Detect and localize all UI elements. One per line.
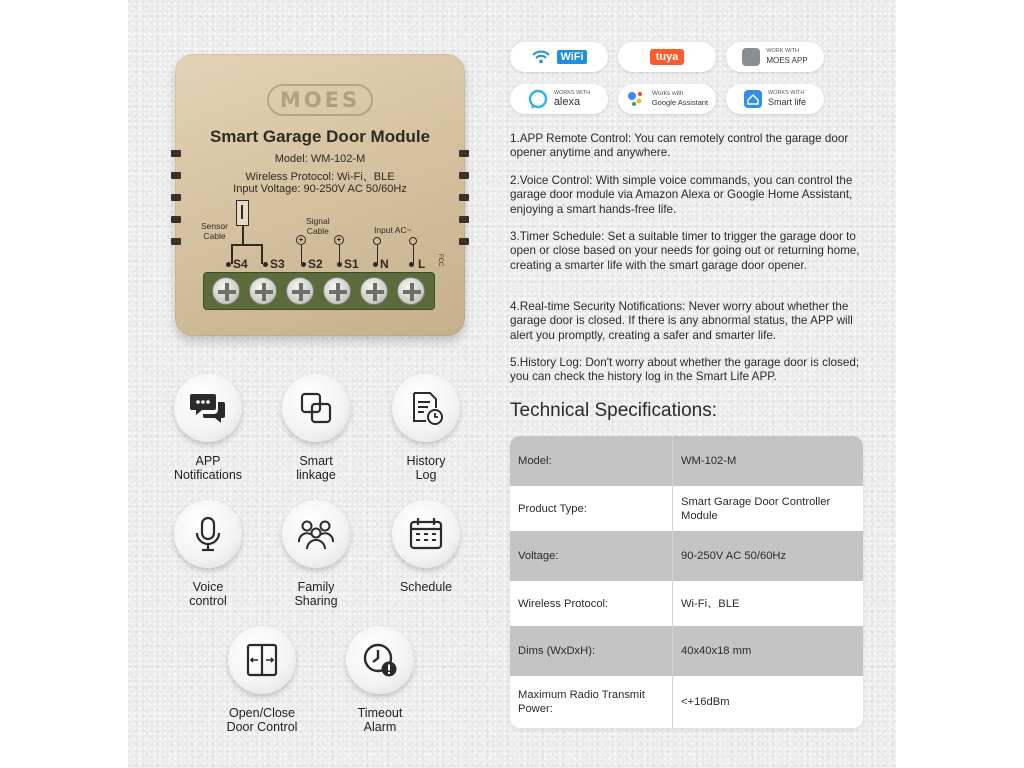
- feature-label: Smart linkage: [296, 454, 336, 482]
- feature-label: Open/Close Door Control: [226, 706, 298, 734]
- sensor-cable-label: Sensor Cable: [201, 221, 228, 241]
- people-icon: [296, 514, 336, 554]
- feature-paragraph-1: 1.APP Remote Control: You can remotely control the garage door opener anytime and anywhere.: [510, 132, 849, 160]
- wire: [261, 244, 263, 264]
- spec-row: [510, 581, 863, 626]
- screw-icon: [212, 277, 240, 305]
- input-ac-label: Input AC~: [374, 225, 412, 235]
- sliding-door-icon: [242, 640, 282, 680]
- spec-value: Smart Garage Door Controller Module: [681, 495, 831, 522]
- vent-right-5: [459, 238, 469, 245]
- microphone-icon: [188, 514, 228, 554]
- feature-voice-control: [158, 500, 258, 608]
- works-with-label: WORK WITH: [766, 48, 800, 54]
- feature-paragraph-4: 4.Real-time Security Notifications: Never worry about whether the garage door is closed. If there is any abnormal status, the APP will alert you promptly, creating a safer and smarter life.: [510, 300, 853, 342]
- feature-paragraph-3: 3.Timer Schedule: Set a suitable timer to trigger the garage door to open or close based on your needs for going out or returning home, creating a smarter life with the smart garage door opener.: [510, 230, 860, 272]
- feature-app-notifications: [158, 374, 258, 482]
- spec-title: Technical Specifications:: [510, 400, 717, 421]
- device-voltage: Input Voltage: 90-250V AC 50/60Hz: [233, 183, 407, 195]
- garage-door-module-device: [175, 54, 465, 336]
- wifi-badge: [510, 42, 608, 72]
- badge-name: alexa: [553, 96, 581, 108]
- wire: [413, 245, 414, 263]
- wifi-label: WiFi: [557, 50, 586, 64]
- terminal-dot: [226, 262, 231, 267]
- badge-name: Google Assistant: [651, 98, 709, 107]
- feature-paragraph-5: 5.History Log: Don't worry about whether the garage door is closed; you can check the history log in the Smart Life APP.: [510, 356, 860, 384]
- fcc-mark: FCC: [437, 254, 443, 267]
- spec-value: <+16dBm: [681, 696, 730, 708]
- feature-paragraph-2: 2.Voice Control: With simple voice commands, you can control the garage door module via Amazon Alexa or Google Home Assistant, enjoying a smart hands-free life.: [510, 174, 853, 216]
- feature-label: APP Notifications: [173, 454, 243, 482]
- wire: [377, 245, 378, 263]
- feature-label: Timeout Alarm: [357, 706, 403, 734]
- device-title: Smart Garage Door Module: [209, 127, 431, 146]
- spec-value: WM-102-M: [681, 455, 737, 467]
- spec-value: Wi-Fi、BLE: [681, 597, 740, 610]
- terminal-s1: S1: [344, 257, 359, 271]
- wire: [339, 245, 340, 263]
- screw-icon: [397, 277, 425, 305]
- badge-name: Smart life: [767, 97, 806, 107]
- feature-smart-linkage: [266, 374, 366, 482]
- moes-app-icon: [742, 48, 760, 66]
- terminal-dot: [263, 262, 268, 267]
- google-assistant-badge: [618, 84, 716, 114]
- feature-history-log: [376, 374, 476, 482]
- terminal-dot: [337, 262, 342, 267]
- sensor-switch-icon: [236, 200, 249, 226]
- device-protocol: Wireless Protocol: Wi-Fi、BLE: [245, 171, 395, 183]
- device-model: Model: WM-102-M: [274, 153, 366, 165]
- terminal-dot: [301, 262, 306, 267]
- chat-bubbles-icon: [188, 388, 228, 428]
- spec-row: [510, 436, 863, 486]
- works-with-label: Works with: [651, 90, 684, 97]
- product-panel: [128, 0, 896, 768]
- spec-key: Model:: [510, 436, 673, 486]
- spec-value: 40x40x18 mm: [681, 645, 752, 657]
- spec-key: Wireless Protocol:: [510, 581, 673, 626]
- spec-value: 90-250V AC 50/60Hz: [681, 550, 787, 562]
- feature-label: Schedule: [399, 580, 453, 594]
- ac-input-ring-icon: [373, 237, 381, 245]
- feature-timeout-alarm: [330, 626, 430, 734]
- smart-life-icon: [744, 90, 762, 108]
- vent-left-5: [171, 238, 181, 245]
- spec-key: Maximum Radio Transmit Power:: [510, 676, 673, 728]
- plus-terminal-icon: +: [296, 235, 306, 245]
- works-with-label: WORKS WITH: [767, 90, 805, 96]
- spec-row: [510, 531, 863, 581]
- terminal-n: N: [380, 257, 389, 271]
- vent-left-3: [171, 194, 181, 201]
- spec-key: Dims (WxDxH):: [510, 626, 673, 676]
- spec-row: [510, 486, 863, 531]
- document-clock-icon: [406, 388, 446, 428]
- terminal-s2: S2: [308, 257, 323, 271]
- tuya-logo: tuya: [650, 49, 685, 65]
- feature-label: History Log: [406, 454, 446, 482]
- spec-row: [510, 676, 863, 728]
- smart-life-badge: [726, 84, 824, 114]
- screw-icon: [360, 277, 388, 305]
- vent-right-3: [459, 194, 469, 201]
- moes-app-badge: [726, 42, 824, 72]
- wire: [231, 244, 262, 246]
- screw-icon: [249, 277, 277, 305]
- screw-icon: [286, 277, 314, 305]
- spec-key: Voltage:: [510, 531, 673, 581]
- terminal-dot: [373, 262, 378, 267]
- linked-squares-icon: [296, 388, 336, 428]
- spec-key: Product Type:: [510, 486, 673, 531]
- google-assistant-icon: [626, 90, 646, 108]
- feature-schedule: [376, 500, 476, 594]
- badge-name: MOES APP: [766, 56, 808, 65]
- vent-right-4: [459, 216, 469, 223]
- calendar-icon: [406, 514, 446, 554]
- terminal-dot: [409, 262, 414, 267]
- vent-left-4: [171, 216, 181, 223]
- alexa-badge: [510, 84, 608, 114]
- alexa-icon: [528, 89, 548, 109]
- feature-label: Family Sharing: [294, 580, 338, 608]
- clock-alert-icon: [360, 640, 400, 680]
- terminal-s4: S4: [233, 257, 248, 271]
- feature-label: Voice control: [189, 580, 227, 608]
- brand-logo: MOES: [267, 84, 373, 116]
- works-with-label: WORKS WITH: [553, 90, 591, 96]
- wifi-icon: [531, 49, 551, 65]
- signal-cable-label: Signal Cable: [306, 216, 330, 236]
- terminal-l: L: [418, 257, 426, 271]
- feature-family-sharing: [266, 500, 366, 608]
- wire: [242, 226, 244, 244]
- wire: [301, 245, 302, 263]
- ac-input-ring-icon: [409, 237, 417, 245]
- terminal-s3: S3: [270, 257, 285, 271]
- terminal-block: [203, 272, 435, 310]
- spec-row: [510, 626, 863, 676]
- tuya-badge: [618, 42, 716, 72]
- screw-icon: [323, 277, 351, 305]
- feature-open-close-door: [212, 626, 312, 734]
- plus-terminal-icon: +: [334, 235, 344, 245]
- spec-table: [510, 436, 863, 728]
